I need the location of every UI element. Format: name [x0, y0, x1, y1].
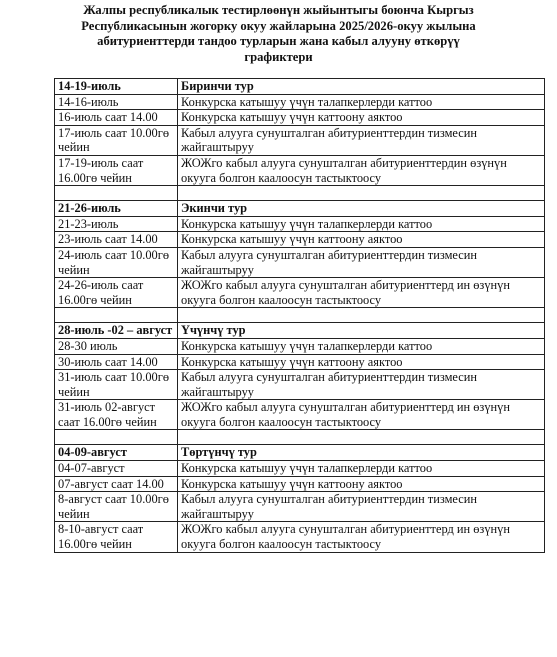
title-line: абитуриенттерди тандоо турларын жана кабыл алууну өткөрүү — [97, 34, 460, 48]
row-description: Конкурска катышуу үчүн каттоону аяктоо — [178, 110, 545, 126]
row-description: Конкурска катышуу үчүн каттоону аяктоо — [178, 354, 545, 370]
row-description: Кабыл алууга сунушталган абитуриенттердин тизмесин жайгаштыруу — [178, 125, 545, 155]
round-header-row — [55, 201, 545, 217]
row-date: 14-16-июль — [55, 94, 178, 110]
table-row — [55, 476, 545, 492]
row-description: Конкурска катышуу үчүн талапкерлерди каттоо — [178, 216, 545, 232]
table-row — [55, 94, 545, 110]
row-date: 24-июль саат 10.00гө чейин — [55, 247, 178, 277]
row-date: 28-30 июль — [55, 338, 178, 354]
row-date: 31-июль 02-август саат 16.00гө чейин — [55, 400, 178, 430]
row-date: 23-июль саат 14.00 — [55, 232, 178, 248]
round-dates: 04-09-август — [55, 445, 178, 461]
row-description: ЖОЖго кабыл алууга сунушталган абитуриенттерд ин өзүнүн окууга болгон каалоосун тастыктоосу — [178, 400, 545, 430]
round-header-row — [55, 79, 545, 95]
spacer-row — [55, 430, 545, 445]
spacer-row — [55, 308, 545, 323]
round-header-row — [55, 445, 545, 461]
row-description: ЖОЖго кабыл алууга сунушталган абитуриенттерд ин өзүнүн окууга болгон каалоосун тастыктоосу — [178, 522, 545, 552]
row-description: Конкурска катышуу үчүн каттоону аяктоо — [178, 232, 545, 248]
document-title — [16, 3, 541, 65]
row-description: ЖОЖго кабыл алууга сунушталган абитуриенттерд ин өзүнүн окууга болгон каалоосун тастыктоосу — [178, 278, 545, 308]
table-row — [55, 492, 545, 522]
round-name: Биринчи тур — [178, 79, 545, 95]
table-row — [55, 400, 545, 430]
round-dates: 14-19-июль — [55, 79, 178, 95]
row-date: 21-23-июль — [55, 216, 178, 232]
row-date: 16-июль саат 14.00 — [55, 110, 178, 126]
table-row — [55, 370, 545, 400]
row-description: Кабыл алууга сунушталган абитуриенттердин тизмесин жайгаштыруу — [178, 370, 545, 400]
row-date: 17-июль саат 10.00гө чейин — [55, 125, 178, 155]
row-date: 07-август саат 14.00 — [55, 476, 178, 492]
table-row — [55, 338, 545, 354]
table-row — [55, 354, 545, 370]
round-header-row — [55, 323, 545, 339]
table-row — [55, 461, 545, 477]
round-name: Төртүнчү тур — [178, 445, 545, 461]
title-line: Жалпы республикалык тестирлөөнүн жыйынтыгы боюнча Кыргыз — [83, 3, 474, 17]
row-description: Кабыл алууга сунушталган абитуриенттердин тизмесин жайгаштыруу — [178, 492, 545, 522]
row-description: Конкурска катышуу үчүн талапкерлерди каттоо — [178, 94, 545, 110]
round-dates: 28-июль -02 – август — [55, 323, 178, 339]
table-row — [55, 216, 545, 232]
title-line: Республикасынын жогорку окуу жайларына 2025/2026-окуу жылына — [81, 18, 476, 33]
row-date: 31-июль саат 10.00гө чейин — [55, 370, 178, 400]
table-row — [55, 232, 545, 248]
schedule-table — [54, 78, 545, 553]
row-description: ЖОЖго кабыл алууга сунушталган абитуриенттердин өзүнүн окууга болгон каалоосун тастыктоосу — [178, 155, 545, 185]
title-line: графиктери — [244, 49, 313, 64]
table-row — [55, 125, 545, 155]
round-dates: 21-26-июль — [55, 201, 178, 217]
row-date: 04-07-август — [55, 461, 178, 477]
table-row — [55, 247, 545, 277]
spacer-row — [55, 186, 545, 201]
round-name: Экинчи тур — [178, 201, 545, 217]
round-name: Үчүнчү тур — [178, 323, 545, 339]
row-date: 24-26-июль саат 16.00гө чейин — [55, 278, 178, 308]
row-date: 8-10-август саат 16.00гө чейин — [55, 522, 178, 552]
table-row — [55, 278, 545, 308]
row-description: Конкурска катышуу үчүн каттоону аяктоо — [178, 476, 545, 492]
row-description: Конкурска катышуу үчүн талапкерлерди каттоо — [178, 461, 545, 477]
table-row — [55, 155, 545, 185]
row-description: Кабыл алууга сунушталган абитуриенттердин тизмесин жайгаштыруу — [178, 247, 545, 277]
row-description: Конкурска катышуу үчүн талапкерлерди каттоо — [178, 338, 545, 354]
row-date: 8-август саат 10.00гө чейин — [55, 492, 178, 522]
row-date: 17-19-июль саат 16.00гө чейин — [55, 155, 178, 185]
table-row — [55, 110, 545, 126]
table-row — [55, 522, 545, 552]
row-date: 30-июль саат 14.00 — [55, 354, 178, 370]
